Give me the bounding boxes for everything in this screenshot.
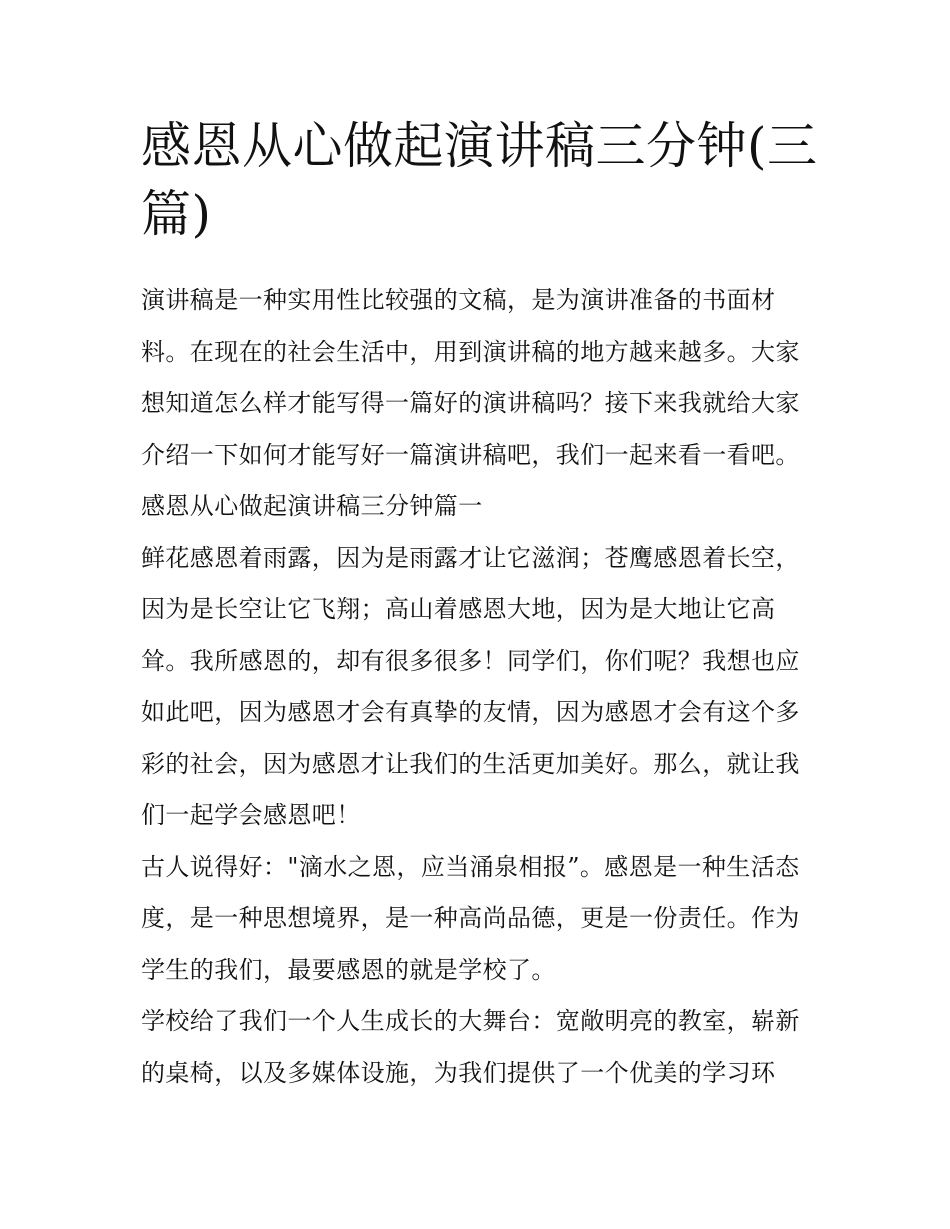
body-line: 耸。我所感恩的，却有很多很多！同学们，你们呢？我想也应 [141,646,800,675]
section-heading: 感恩从心做起演讲稿三分钟篇一 [141,492,483,520]
body-line: 鲜花感恩着雨露，因为是雨露才让它滋润；苍鹰感恩着长空， [141,543,800,572]
title-line-2: 篇) [141,185,212,243]
body-line: 因为是长空让它飞翔；高山着感恩大地，因为是大地让它高 [141,595,776,623]
body-line: 演讲稿是一种实用性比较强的文稿，是为演讲准备的书面材 [141,286,776,314]
body-line: 古人说得好："滴水之恩，应当涌泉相报”。感恩是一种生活态 [141,852,800,881]
title-line-1: 感恩从心做起演讲稿三分钟(三 [141,117,818,175]
body-line: 的桌椅，以及多媒体设施，为我们提供了一个优美的学习环 [141,1058,776,1087]
body-line: 介绍一下如何才能写好一篇演讲稿吧，我们一起来看一看吧。 [141,440,800,469]
body-line: 学校给了我们一个人生成长的大舞台：宽敞明亮的教室，崭新 [141,1007,800,1035]
body-line: 料。在现在的社会生活中，用到演讲稿的地方越来越多。大家 [141,337,800,366]
body-line: 如此吧，因为感恩才会有真挚的友情，因为感恩才会有这个多 [141,698,800,726]
body-line: 想知道怎么样才能写得一篇好的演讲稿吗？接下来我就给大家 [141,389,800,417]
document-body [141,275,821,1099]
body-line: 彩的社会，因为感恩才让我们的生活更加美好。那么，就让我 [141,749,800,778]
body-line: 度，是一种思想境界，是一种高尚品德，更是一份责任。作为 [141,904,800,932]
body-line: 学生的我们，最要感恩的就是学校了。 [141,955,556,984]
body-line: 们一起学会感恩吧！ [141,801,361,829]
document-title [141,112,821,248]
